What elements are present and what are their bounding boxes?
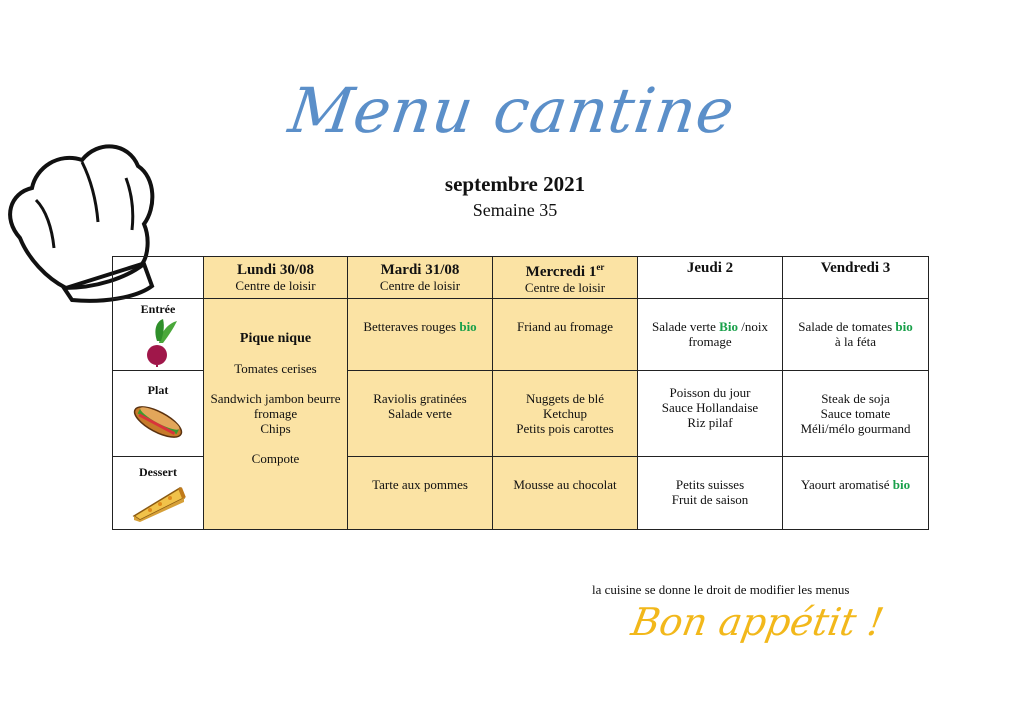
wednesday-entree: Friand au fromage [493, 299, 638, 371]
thursday-entree: Salade verte Bio /noix fromage [638, 299, 783, 371]
menu-week: Semaine 35 [472, 200, 558, 220]
day-header-tuesday: Mardi 31/08 Centre de loisir [348, 257, 493, 299]
menu-month: septembre 2021 [444, 172, 586, 196]
friday-plat: Steak de soja Sauce tomate Méli/mélo gourmand [783, 371, 929, 457]
beetroot-icon [133, 319, 183, 367]
monday-meal: Pique nique Tomates cerises Sandwich jambon beurre fromage Chips Compote [204, 299, 348, 530]
menu-table [112, 256, 929, 530]
day-header-monday: Lundi 30/08 Centre de loisir [204, 257, 348, 299]
disclaimer-note: la cuisine se donne le droit de modifier les menus [592, 582, 850, 597]
friday-entree: Salade de tomates bio à la féta [783, 299, 929, 371]
category-dessert: Dessert [113, 457, 204, 530]
day-header-friday: Vendredi 3 [783, 257, 929, 299]
row-entree [113, 299, 929, 371]
category-entree: Entrée [113, 299, 204, 371]
day-header-wednesday: Mercredi 1er Centre de loisir [493, 257, 638, 299]
thursday-plat: Poisson du jour Sauce Hollandaise Riz pilaf [638, 371, 783, 457]
category-plat: Plat [113, 371, 204, 457]
wednesday-plat: Nuggets de blé Ketchup Petits pois carottes [493, 371, 638, 457]
header-row [113, 257, 929, 299]
page-title: Menu cantine [284, 74, 740, 147]
tuesday-entree: Betteraves rouges bio [348, 299, 493, 371]
sandwich-icon [130, 400, 186, 444]
friday-dessert: Yaourt aromatisé bio [783, 457, 929, 530]
tuesday-dessert: Tarte aux pommes [348, 457, 493, 530]
thursday-dessert: Petits suisses Fruit de saison [638, 457, 783, 530]
corner-cell [113, 257, 204, 299]
pie-icon [130, 482, 186, 522]
wednesday-dessert: Mousse au chocolat [493, 457, 638, 530]
day-header-thursday: Jeudi 2 [638, 257, 783, 299]
tuesday-plat: Raviolis gratinées Salade verte [348, 371, 493, 457]
bon-appetit-signoff: Bon appétit ! [628, 600, 888, 644]
